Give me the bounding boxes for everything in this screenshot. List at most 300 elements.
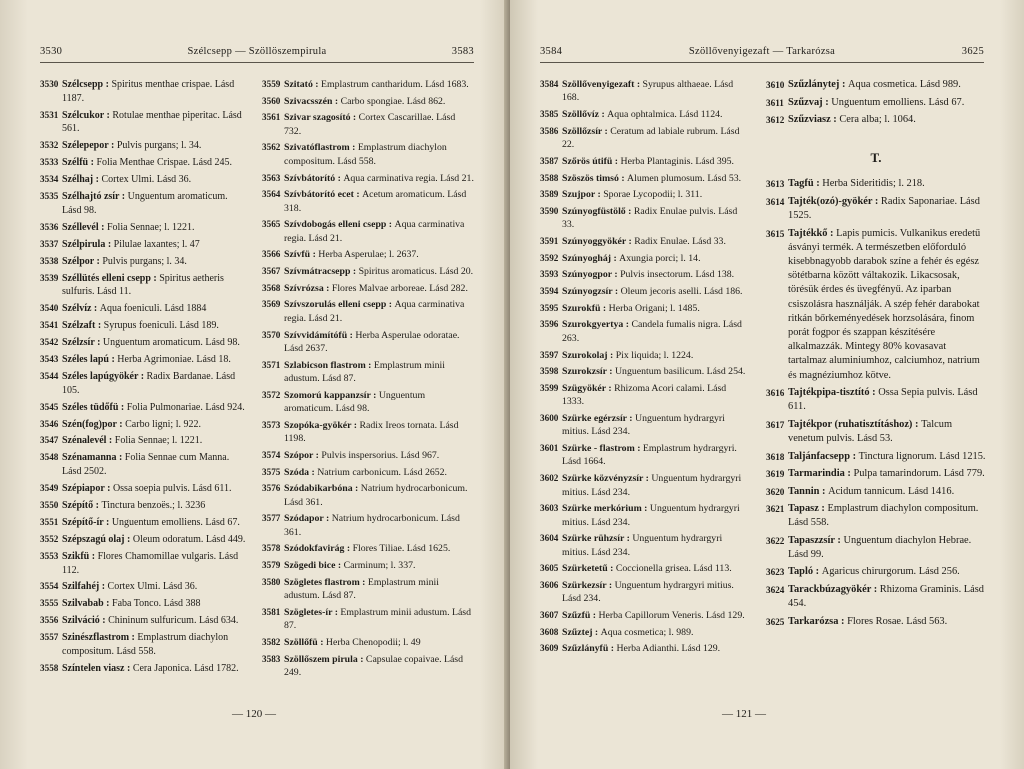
dictionary-entry — [540, 609, 746, 622]
entry-definition: Pulvis purgans; l. 34. — [116, 140, 202, 152]
dictionary-entry — [40, 451, 246, 478]
dictionary-entry — [540, 78, 746, 105]
entry-definition: Coccionella grisea. Lásd 113. — [615, 563, 732, 575]
dictionary-entry — [766, 177, 986, 191]
entry-number: 3551 — [40, 516, 59, 527]
entry-definition: Herba Chenopodii; l. 49 — [325, 636, 421, 648]
dictionary-entry — [40, 319, 246, 333]
entry-definition: Chininum sulfuricum. Lásd 634. — [108, 615, 239, 627]
dictionary-entry — [40, 255, 246, 269]
header-first-entry: 3584 — [540, 46, 563, 57]
header-rule — [40, 62, 474, 63]
dictionary-entry — [262, 606, 474, 633]
entry-number: 3561 — [262, 112, 281, 123]
entry-headword: Szúnyogpor : — [562, 269, 621, 281]
dictionary-entry — [540, 252, 746, 265]
dictionary-entry — [766, 615, 986, 629]
entry-number: 3603 — [540, 503, 559, 514]
dictionary-entry — [40, 272, 246, 299]
entry-definition: Syrupus althaeae. Lásd 168. — [562, 79, 734, 104]
entry-definition: Capsulae copaivae. Lásd 249. — [284, 653, 464, 678]
entry-number: 3622 — [766, 535, 785, 546]
entry-headword: Szívvidámítófü : — [284, 329, 356, 341]
entry-number: 3537 — [40, 238, 59, 249]
entry-headword: Széles lapú : — [62, 354, 118, 366]
entry-number: 3607 — [540, 610, 559, 621]
dictionary-entry — [540, 642, 746, 655]
dictionary-entry — [40, 499, 246, 513]
dictionary-entry — [766, 583, 986, 611]
entry-definition: Radix Enulae pulvis. Lásd 33. — [562, 205, 738, 231]
entry-definition: Unguentum diachylon Hebrae. Lásd 99. — [788, 534, 972, 560]
entry-number: 3531 — [40, 109, 59, 120]
entry-number: 3608 — [540, 626, 559, 637]
dictionary-entry — [540, 318, 746, 345]
dictionary-entry — [40, 139, 246, 153]
dictionary-entry — [540, 532, 746, 559]
entry-headword: Szűzvaj : — [788, 96, 832, 108]
entry-number: 3557 — [40, 632, 59, 643]
entry-headword: Szürke közvényzsír : — [562, 473, 652, 485]
entry-headword: Szélpor : — [62, 255, 103, 267]
running-header — [540, 46, 984, 57]
entry-headword: Taljánfacsepp : — [788, 450, 859, 462]
header-title: Szöllővenyigezaft — Tarkarózsa — [688, 46, 836, 57]
entry-headword: Szénalevél : — [62, 435, 115, 447]
entry-headword: Tagfü : — [788, 178, 823, 190]
entry-number: 3619 — [766, 469, 785, 480]
entry-headword: Szőrös útifü : — [562, 155, 621, 167]
entry-number: 3574 — [262, 449, 281, 460]
entry-headword: Szürke rühzsír : — [562, 533, 633, 545]
entry-headword: Széles tüdőfü : — [62, 401, 127, 413]
entry-number: 3577 — [262, 513, 281, 524]
entry-number: 3621 — [766, 504, 785, 515]
dictionary-entry — [40, 401, 246, 415]
entry-number: 3602 — [540, 473, 559, 484]
entry-definition: Syrupus foeniculi. Lásd 189. — [103, 320, 219, 332]
entry-headword: Szögletes flastrom : — [284, 576, 368, 588]
dictionary-entry — [766, 534, 986, 562]
entry-headword: Tajték(ozó)-gyökér : — [788, 195, 881, 207]
entry-headword: Szúnyogháj : — [562, 252, 620, 264]
entry-definition: Herba Origani; l. 1485. — [608, 302, 700, 314]
entry-headword: Széllevél : — [62, 221, 107, 233]
entry-headword: Szögedi bice : — [284, 560, 344, 572]
running-header — [40, 46, 474, 57]
entry-number: 3564 — [262, 189, 281, 200]
entry-headword: Szügyökér : — [562, 382, 615, 394]
entry-headword: Széles lapúgyökér : — [62, 370, 147, 382]
entry-definition: Unguentum hydrargyri mitius. Lásd 234. — [562, 580, 734, 605]
entry-definition: Aqua carminativa regia. Lásd 21. — [284, 219, 465, 244]
entry-definition: Talcum venetum pulvis. Lásd 53. — [788, 418, 953, 445]
entry-definition: Herba Adianthi. Lásd 129. — [616, 643, 721, 655]
entry-headword: Tarkarózsa : — [788, 615, 848, 627]
entry-number: 3606 — [540, 580, 559, 591]
dictionary-entry — [540, 365, 746, 378]
entry-definition: Radix Saponariae. Lásd 1525. — [788, 195, 980, 222]
entry-definition: Rhizoma Acori calami. Lásd 1333. — [562, 382, 727, 408]
entry-headword: Szürketetű : — [562, 563, 616, 575]
dictionary-entry — [40, 302, 246, 316]
dictionary-entry — [540, 172, 746, 185]
dictionary-entry — [40, 336, 246, 350]
entry-definition: Pix liquida; l. 1224. — [615, 349, 694, 361]
entry-number: 3598 — [540, 366, 559, 377]
entry-headword: Szén(fog)por : — [62, 418, 126, 430]
entry-definition: Natrium hydrocarbonicum. Lásd 361. — [284, 513, 460, 538]
entry-number: 3548 — [40, 452, 59, 463]
entry-definition: Herba Sideritidis; l. 218. — [822, 178, 925, 190]
entry-number: 3554 — [40, 581, 59, 592]
dictionary-entry — [766, 565, 986, 579]
dictionary-entry — [540, 382, 746, 409]
entry-headword: Szódokfavirág : — [284, 543, 353, 555]
dictionary-entry — [540, 268, 746, 281]
entry-definition: Carbo ligni; l. 922. — [125, 418, 201, 430]
entry-number: 3609 — [540, 643, 559, 654]
entry-number: 3536 — [40, 221, 59, 232]
entry-headword: Szúnyogfüstölő : — [562, 205, 634, 217]
entry-definition: Carminum; l. 337. — [343, 560, 416, 572]
entry-headword: Szűzfü : — [562, 610, 599, 622]
dictionary-entry — [262, 188, 474, 215]
entry-headword: Szélepepor : — [62, 140, 117, 152]
entry-headword: Szívbátorító : — [284, 172, 344, 184]
entry-definition: Unguentum emolliens. Lásd 67. — [831, 96, 965, 108]
entry-number: 3546 — [40, 418, 59, 429]
dictionary-entry — [540, 502, 746, 529]
entry-definition: Flores Rosae. Lásd 563. — [847, 615, 948, 627]
entry-definition: Flores Tiliae. Lásd 1625. — [352, 543, 451, 555]
entry-headword: Tajtékpor (ruhatisztításhoz) : — [788, 418, 922, 430]
dictionary-entry — [766, 386, 986, 414]
dictionary-entry — [540, 412, 746, 439]
entry-number: 3541 — [40, 320, 59, 331]
dictionary-entry — [262, 95, 474, 108]
entry-headword: Szóda : — [284, 466, 318, 478]
entry-number: 3532 — [40, 140, 59, 151]
entry-definition: Folia Sennae; l. 1221. — [114, 435, 203, 447]
letter-heading: T. — [870, 150, 882, 166]
entry-number: 3552 — [40, 533, 59, 544]
entry-number: 3555 — [40, 598, 59, 609]
dictionary-entry — [40, 516, 246, 530]
dictionary-entry — [262, 389, 474, 416]
entry-headword: Szikfü : — [62, 550, 98, 562]
dictionary-entry — [40, 550, 246, 577]
dictionary-entry — [40, 156, 246, 170]
entry-number: 3542 — [40, 337, 59, 348]
entry-definition: Cera alba; l. 1064. — [839, 114, 916, 125]
entry-definition: Radix Ireos tornata. Lásd 1198. — [284, 419, 459, 445]
entry-number: 3600 — [540, 412, 559, 423]
entry-definition: Emplastrum hydrargyri. Lásd 1664. — [562, 443, 737, 468]
entry-headword: Szilfahéj : — [62, 581, 108, 593]
entry-definition: Radix Enulae. Lásd 33. — [634, 235, 726, 247]
entry-definition: Unguentum hydrargyri mitius. Lásd 234. — [562, 412, 725, 438]
dictionary-entry — [262, 449, 474, 462]
dictionary-entry — [262, 576, 474, 603]
dictionary-entry — [766, 195, 986, 223]
header-last-entry: 3625 — [961, 46, 984, 57]
entry-headword: Színtelen viasz : — [62, 662, 133, 674]
entry-headword: Szürke egérzsír : — [562, 412, 635, 424]
entry-definition: Herba Agrimoniae. Lásd 18. — [117, 354, 231, 366]
entry-definition: Ceratum ad labiale rubrum. Lásd 22. — [562, 125, 740, 151]
dictionary-entry — [766, 485, 986, 499]
entry-definition: Natrium hydrocarbonicum. Lásd 361. — [284, 483, 468, 508]
column-right-1 — [540, 78, 746, 659]
dictionary-entry — [40, 221, 246, 235]
dictionary-entry — [40, 109, 246, 136]
entry-headword: Szélcukor : — [62, 109, 113, 121]
entry-headword: Szélfü : — [62, 157, 97, 169]
dictionary-entry — [40, 78, 246, 105]
entry-number: 3570 — [262, 329, 281, 340]
dictionary-entry — [262, 78, 474, 91]
entry-headword: Szurokzsír : — [562, 366, 615, 378]
entry-number: 3572 — [262, 389, 281, 400]
dictionary-entry — [540, 125, 746, 152]
dictionary-entry — [262, 466, 474, 479]
entry-headword: Szögletes-ír : — [284, 606, 341, 618]
entry-headword: Szívrózsa : — [284, 282, 332, 294]
dictionary-entry — [40, 614, 246, 628]
entry-definition: Herba Asperulae odoratae. Lásd 2637. — [284, 329, 460, 354]
entry-definition: Unguentum hydrargyri mitius. Lásd 234. — [562, 503, 740, 528]
entry-headword: Tannin : — [788, 485, 829, 497]
dictionary-entry — [40, 533, 246, 547]
dictionary-entry — [40, 353, 246, 367]
entry-number: 3614 — [766, 196, 785, 207]
entry-definition: Acetum aromaticum. Lásd 318. — [284, 189, 467, 214]
entry-headword: Széllütés elleni csepp : — [62, 272, 160, 284]
entry-definition: Unguentum aromaticum. Lásd 98. — [62, 191, 228, 216]
entry-headword: Szélhaj : — [62, 174, 102, 186]
entry-definition: Oleum jecoris aselli. Lásd 186. — [620, 286, 743, 298]
entry-definition: Rhizoma Graminis. Lásd 454. — [788, 583, 984, 610]
left-page — [0, 0, 510, 769]
entry-headword: Szúnyoggyökér : — [562, 235, 635, 247]
entry-definition: Oleum odoratum. Lásd 449. — [132, 533, 246, 545]
entry-headword: Szopóka-gyökér : — [284, 419, 360, 431]
dictionary-entry — [40, 418, 246, 432]
entry-headword: Szöszös timsó : — [562, 172, 628, 184]
dictionary-entry — [540, 349, 746, 362]
entry-headword: Tapasz : — [788, 503, 828, 515]
entry-number: 3563 — [262, 172, 281, 183]
entry-definition: Herba Asperulae; l. 2637. — [318, 249, 419, 261]
entry-number: 3534 — [40, 174, 59, 185]
entry-number: 3562 — [262, 142, 281, 153]
entry-number: 3558 — [40, 662, 59, 673]
entry-definition: Unguentum aromaticum. Lásd 98. — [284, 389, 426, 415]
entry-definition: Carbo spongiae. Lásd 862. — [340, 95, 446, 107]
entry-number: 3559 — [262, 79, 281, 89]
dictionary-entry — [262, 141, 474, 168]
entry-number: 3568 — [262, 282, 281, 293]
entry-number: 3592 — [540, 252, 559, 263]
entry-headword: Szűzlánytej : — [788, 79, 849, 90]
entry-number: 3549 — [40, 483, 59, 494]
dictionary-entry — [540, 285, 746, 298]
dictionary-entry — [262, 172, 474, 185]
entry-headword: Tajtékpipa-tisztító : — [788, 387, 879, 399]
entry-definition: Rotulae menthae piperitac. Lásd 561. — [62, 109, 242, 135]
entry-number: 3610 — [766, 80, 785, 90]
entry-definition: Radix Bardanae. Lásd 105. — [62, 370, 236, 396]
dictionary-entry — [262, 512, 474, 539]
dictionary-entry — [540, 472, 746, 499]
entry-definition: Folia Pulmonariae. Lásd 924. — [126, 401, 245, 413]
entry-headword: Szívbátorító ecet : — [284, 189, 363, 201]
entry-headword: Szívfü : — [284, 249, 319, 261]
entry-headword: Szépítő-ír : — [62, 516, 112, 528]
entry-headword: Szépiapor : — [62, 483, 113, 495]
entry-definition: Tinctura benzoës.; l. 3236 — [101, 500, 206, 511]
header-rule — [540, 62, 984, 63]
entry-number: 3605 — [540, 563, 559, 574]
dictionary-entry — [262, 359, 474, 386]
entry-definition: Cortex Ulmi. Lásd 36. — [101, 174, 192, 186]
entry-number: 3540 — [40, 303, 59, 314]
entry-number: 3543 — [40, 354, 59, 365]
dictionary-entry — [766, 96, 986, 110]
dictionary-entry — [540, 235, 746, 248]
entry-headword: Szivacsszén : — [284, 95, 341, 107]
entry-headword: Szilvabab : — [62, 598, 113, 610]
entry-number: 3580 — [262, 576, 281, 587]
entry-number: 3604 — [540, 533, 559, 544]
entry-headword: Szivatóflastrom : — [284, 142, 358, 154]
entry-definition: Spiritus aromaticus. Lásd 20. — [358, 266, 474, 278]
entry-number: 3535 — [40, 191, 59, 202]
entry-headword: Tarmarindia : — [788, 468, 854, 480]
entry-headword: Szélhajtó zsír : — [62, 191, 128, 203]
column-left-1 — [40, 78, 246, 679]
entry-number: 3584 — [540, 79, 559, 89]
dictionary-entry — [540, 626, 746, 639]
entry-number: 3538 — [40, 255, 59, 266]
dictionary-entry — [540, 205, 746, 232]
dictionary-entry — [40, 631, 246, 658]
entry-number: 3617 — [766, 419, 785, 430]
entry-number: 3530 — [40, 79, 59, 89]
entry-definition: Aqua foeniculi. Lásd 1884 — [99, 303, 207, 315]
entry-number: 3579 — [262, 560, 281, 571]
dictionary-entry — [40, 597, 246, 611]
dictionary-entry — [262, 282, 474, 295]
entry-headword: Szélzsír : — [62, 337, 103, 349]
entry-headword: Szópor : — [284, 449, 322, 461]
entry-definition: Aqua carminativa regia. Lásd 21. — [284, 299, 465, 324]
entry-definition: Lapis pumicis. Vulkanikus eredetű ásványi termék. A természetben előforduló kisebbnagyobb darabok színe a fehér és egész sötétbarna között váltakozik. Likacsosak, törésük érdes és üvegfényű. Az iparban csiszolásra használják. A szép fehér darabokat ritkán bőrkeményedések horzsolására, finom porát fogpor és szappan készítésére alkalmazzák. Mintegy 80% kovasavat tartalmaz aluminiumhoz, calciumhoz, natrium és magnéziumhoz kötve. — [788, 227, 981, 381]
entry-number: 3624 — [766, 584, 785, 595]
entry-definition: Ossa soepia pulvis. Lásd 611. — [112, 483, 232, 495]
dictionary-entry — [766, 227, 986, 383]
entry-headword: Szódapor : — [284, 513, 332, 525]
entry-headword: Szélvíz : — [62, 303, 100, 315]
entry-headword: Szúnyogzsír : — [562, 286, 621, 298]
entry-definition: Cera Japonica. Lásd 1782. — [132, 662, 239, 674]
entry-headword: Tarackbúzagyökér : — [788, 583, 880, 595]
entry-headword: Szélzaft : — [62, 320, 104, 332]
entry-headword: Szívdobogás elleni csepp : — [284, 219, 395, 231]
entry-definition: Emplastrum minii adustum. Lásd 87. — [284, 576, 439, 602]
entry-number: 3569 — [262, 299, 281, 310]
dictionary-entry — [262, 542, 474, 555]
entry-number: 3578 — [262, 543, 281, 554]
dictionary-entry — [540, 188, 746, 201]
entry-definition: Emplastrum minii adustum. Lásd 87. — [284, 606, 472, 632]
dictionary-entry — [766, 467, 986, 481]
dictionary-entry — [262, 111, 474, 138]
dictionary-entry — [262, 559, 474, 572]
entry-definition: Aqua cosmetica. Lásd 989. — [848, 79, 961, 90]
dictionary-entry — [262, 248, 474, 261]
entry-headword: Szivar szagosító : — [284, 112, 359, 124]
dictionary-entry — [40, 370, 246, 397]
entry-headword: Szépszagú olaj : — [62, 533, 133, 545]
entry-number: 3599 — [540, 382, 559, 393]
dictionary-entry — [540, 302, 746, 315]
entry-definition: Sporae Lycopodii; l. 311. — [603, 189, 703, 201]
entry-number: 3591 — [540, 235, 559, 246]
entry-headword: Szélcsepp : — [62, 79, 112, 90]
entry-headword: Szilváció : — [62, 615, 109, 627]
entry-definition: Cortex Ulmi. Lásd 36. — [107, 581, 198, 593]
entry-number: 3594 — [540, 286, 559, 297]
entry-number: 3612 — [766, 115, 785, 125]
page-number: — 121 — — [722, 708, 766, 720]
entry-number: 3623 — [766, 567, 785, 578]
dictionary-entry — [540, 579, 746, 606]
entry-definition: Aqua carminativa regia. Lásd 21. — [343, 172, 474, 184]
entry-number: 3575 — [262, 466, 281, 477]
dictionary-entry — [40, 580, 246, 594]
dictionary-entry — [262, 653, 474, 680]
entry-headword: Szívmátracsepp : — [284, 266, 359, 278]
column-right-2 — [766, 78, 986, 632]
entry-number: 3533 — [40, 157, 59, 168]
entry-number: 3567 — [262, 266, 281, 277]
entry-headword: Szujpor : — [562, 189, 604, 201]
dictionary-entry — [40, 482, 246, 496]
entry-headword: Szöllővenyigezaft : — [562, 79, 643, 90]
entry-definition: Emplastrum diachylon compositum. Lásd 558. — [788, 503, 979, 529]
header-first-entry: 3530 — [40, 46, 63, 57]
entry-number: 3586 — [540, 125, 559, 136]
entry-headword: Szöllőszem pirula : — [284, 653, 366, 665]
entry-number: 3615 — [766, 228, 785, 239]
entry-number: 3590 — [540, 205, 559, 216]
entry-definition: Tinctura lignorum. Lásd 1215. — [858, 450, 986, 462]
entry-definition: Aqua cosmetica; l. 989. — [600, 626, 694, 638]
entry-headword: Szöllővíz : — [562, 109, 608, 121]
entry-definition: Aqua ophtalmica. Lásd 1124. — [607, 109, 723, 121]
dictionary-entry — [262, 218, 474, 245]
entry-definition: Spiritus aetheris sulfuris. Lásd 11. — [62, 272, 224, 298]
entry-number: 3547 — [40, 435, 59, 446]
entry-definition: Unguentum basilicum. Lásd 254. — [614, 366, 746, 378]
dictionary-entry — [766, 113, 986, 127]
entry-headword: Szurokfü : — [562, 302, 609, 314]
entry-number: 3611 — [766, 97, 784, 108]
entry-number: 3539 — [40, 272, 59, 283]
entry-headword: Szlabicson flastrom : — [284, 359, 374, 371]
